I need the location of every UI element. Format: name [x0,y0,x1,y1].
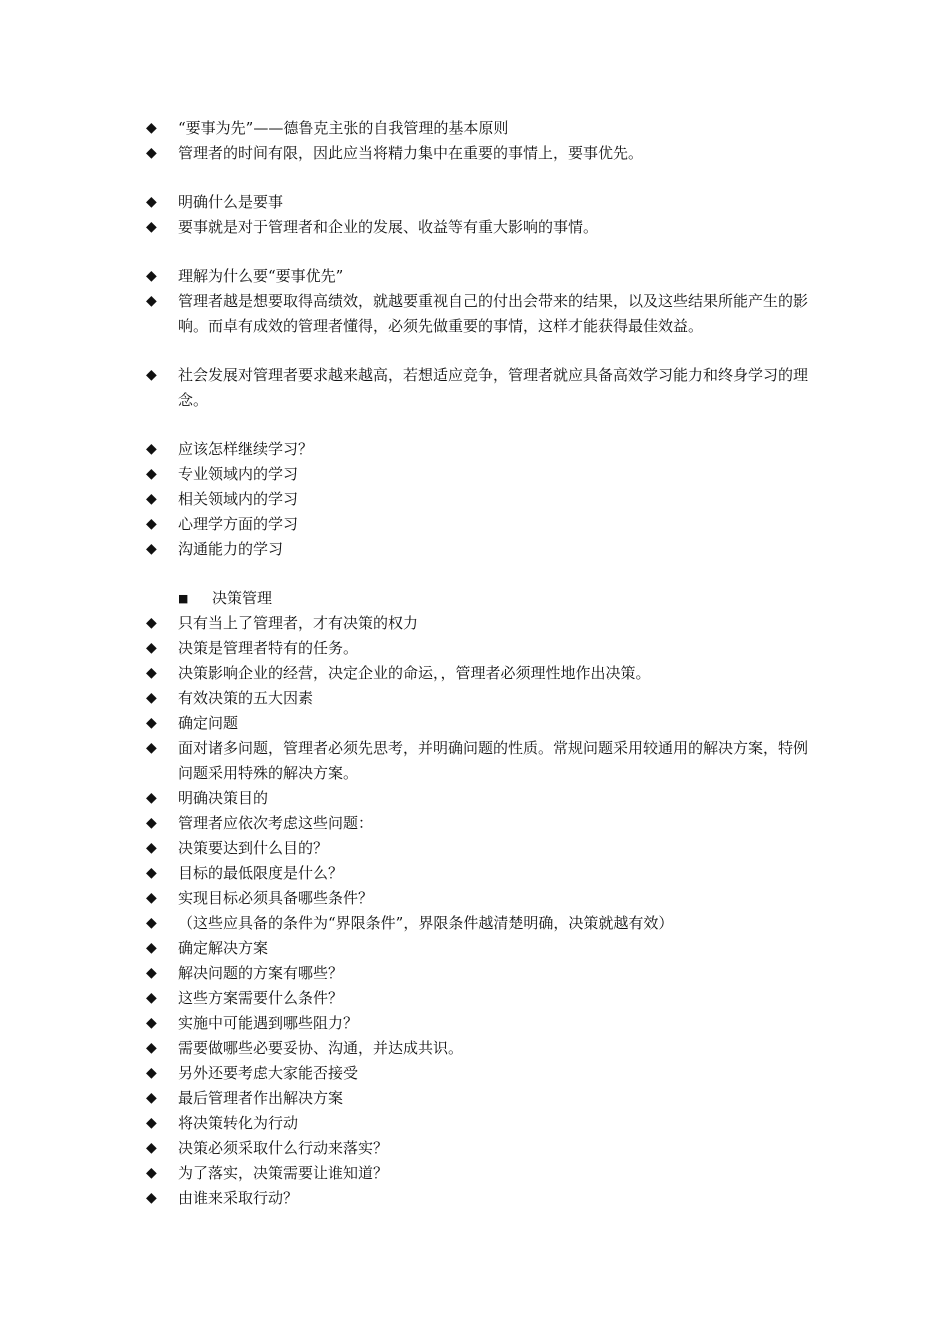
diamond-bullet-icon: ◆ [146,293,157,309]
list-item-text: 这些方案需要什么条件？ [178,989,344,1007]
document-body [146,116,816,1211]
diamond-bullet-icon: ◆ [146,715,157,731]
diamond-bullet-icon: ◆ [146,940,157,956]
list-item [146,537,816,562]
list-item-text: 有效决策的五大因素 [178,689,314,707]
list-item [146,289,816,339]
diamond-bullet-icon: ◆ [146,219,157,235]
list-item-text: 为了落实，决策需要让谁知道？ [178,1164,389,1182]
diamond-bullet-icon: ◆ [146,915,157,931]
list-item [146,1111,816,1136]
paragraph-gap [146,166,816,190]
list-item-text: 相关领域内的学习 [178,490,299,508]
paragraph-gap [146,339,816,363]
list-item-text: 应该怎样继续学习？ [178,440,314,458]
diamond-bullet-icon: ◆ [146,990,157,1006]
list-item-text: 心理学方面的学习 [178,515,299,533]
list-item [146,886,816,911]
list-item [146,363,816,413]
list-item [146,811,816,836]
diamond-bullet-icon: ◆ [146,865,157,881]
diamond-bullet-icon: ◆ [146,145,157,161]
diamond-bullet-icon: ◆ [146,790,157,806]
list-item [146,1061,816,1086]
list-item [146,487,816,512]
list-item [146,936,816,961]
list-item-text: 要事就是对于管理者和企业的发展、收益等有重大影响的事情。 [178,218,599,236]
list-item-text: 由谁来采取行动？ [178,1189,299,1207]
diamond-bullet-icon: ◆ [146,516,157,532]
list-item-text: 面对诸多问题，管理者必须先思考，并明确问题的性质。常规问题采用较通用的解决方案，特例问题采用特殊的解决方案。 [178,739,809,782]
list-item [146,836,816,861]
diamond-bullet-icon: ◆ [146,1090,157,1106]
diamond-bullet-icon: ◆ [146,1190,157,1206]
section-heading-text: 决策管理 [212,589,273,607]
list-item-text: 实现目标必须具备哪些条件？ [178,889,374,907]
diamond-bullet-icon: ◆ [146,367,157,383]
list-item-text: 需要做哪些必要妥协、沟通，并达成共识。 [178,1039,464,1057]
section-heading [146,586,816,611]
diamond-bullet-icon: ◆ [146,615,157,631]
list-item-text: 理解为什么要“要事优先” [178,267,344,285]
list-item [146,437,816,462]
list-item-text: 明确决策目的 [178,789,269,807]
list-item-text: 将决策转化为行动 [178,1114,299,1132]
list-item [146,911,816,936]
list-item-text: 决策影响企业的经营，决定企业的命运，，管理者必须理性地作出决策。 [178,664,651,682]
paragraph-gap [146,562,816,586]
square-bullet-icon: ■ [178,592,189,605]
diamond-bullet-icon: ◆ [146,815,157,831]
diamond-bullet-icon: ◆ [146,194,157,210]
list-item [146,736,816,786]
diamond-bullet-icon: ◆ [146,1165,157,1181]
list-item-text: 决策是管理者特有的任务。 [178,639,359,657]
list-item [146,611,816,636]
list-item-text: 管理者越是想要取得高绩效，就越要重视自己的付出会带来的结果，以及这些结果所能产生的影响。而卓有成效的管理者懂得，必须先做重要的事情，这样才能获得最佳效益。 [178,292,809,335]
diamond-bullet-icon: ◆ [146,541,157,557]
list-item-text: 最后管理者作出解决方案 [178,1089,344,1107]
list-item-text: 只有当上了管理者，才有决策的权力 [178,614,419,632]
list-item [146,1136,816,1161]
list-item [146,264,816,289]
list-item-text: 实施中可能遇到哪些阻力？ [178,1014,359,1032]
list-item-text: 沟通能力的学习 [178,540,284,558]
diamond-bullet-icon: ◆ [146,1065,157,1081]
list-item-text: 管理者应依次考虑这些问题： [178,814,374,832]
list-item [146,1161,816,1186]
diamond-bullet-icon: ◆ [146,1140,157,1156]
list-item [146,1186,816,1211]
list-item [146,1036,816,1061]
list-item [146,861,816,886]
list-item-text: “要事为先”——德鲁克主张的自我管理的基本原则 [178,119,509,137]
list-item-text: 另外还要考虑大家能否接受 [178,1064,359,1082]
list-item [146,215,816,240]
list-item-text: 决策要达到什么目的？ [178,839,329,857]
list-item [146,986,816,1011]
list-item-text: 明确什么是要事 [178,193,284,211]
list-item [146,116,816,141]
diamond-bullet-icon: ◆ [146,965,157,981]
diamond-bullet-icon: ◆ [146,690,157,706]
diamond-bullet-icon: ◆ [146,890,157,906]
diamond-bullet-icon: ◆ [146,740,157,756]
diamond-bullet-icon: ◆ [146,491,157,507]
diamond-bullet-icon: ◆ [146,1115,157,1131]
list-item-text: 解决问题的方案有哪些？ [178,964,344,982]
paragraph-gap [146,413,816,437]
list-item-text: 社会发展对管理者要求越来越高，若想适应竞争，管理者就应具备高效学习能力和终身学习的理念。 [178,366,809,409]
paragraph-gap [146,240,816,264]
list-item [146,786,816,811]
list-item [146,462,816,487]
list-item-text: （这些应具备的条件为“界限条件”，界限条件越清楚明确，决策就越有效） [178,914,674,932]
list-item [146,1011,816,1036]
diamond-bullet-icon: ◆ [146,1015,157,1031]
list-item [146,711,816,736]
diamond-bullet-icon: ◆ [146,120,157,136]
list-item-text: 确定解决方案 [178,939,269,957]
diamond-bullet-icon: ◆ [146,268,157,284]
diamond-bullet-icon: ◆ [146,441,157,457]
diamond-bullet-icon: ◆ [146,1040,157,1056]
list-item [146,141,816,166]
diamond-bullet-icon: ◆ [146,665,157,681]
list-item [146,1086,816,1111]
list-item-text: 管理者的时间有限，因此应当将精力集中在重要的事情上，要事优先。 [178,144,644,162]
list-item-text: 决策必须采取什么行动来落实？ [178,1139,389,1157]
list-item-text: 目标的最低限度是什么？ [178,864,344,882]
list-item [146,661,816,686]
list-item-text: 专业领域内的学习 [178,465,299,483]
list-item [146,961,816,986]
list-item-text: 确定问题 [178,714,239,732]
diamond-bullet-icon: ◆ [146,466,157,482]
list-item [146,686,816,711]
diamond-bullet-icon: ◆ [146,840,157,856]
list-item [146,636,816,661]
diamond-bullet-icon: ◆ [146,640,157,656]
list-item [146,190,816,215]
list-item [146,512,816,537]
